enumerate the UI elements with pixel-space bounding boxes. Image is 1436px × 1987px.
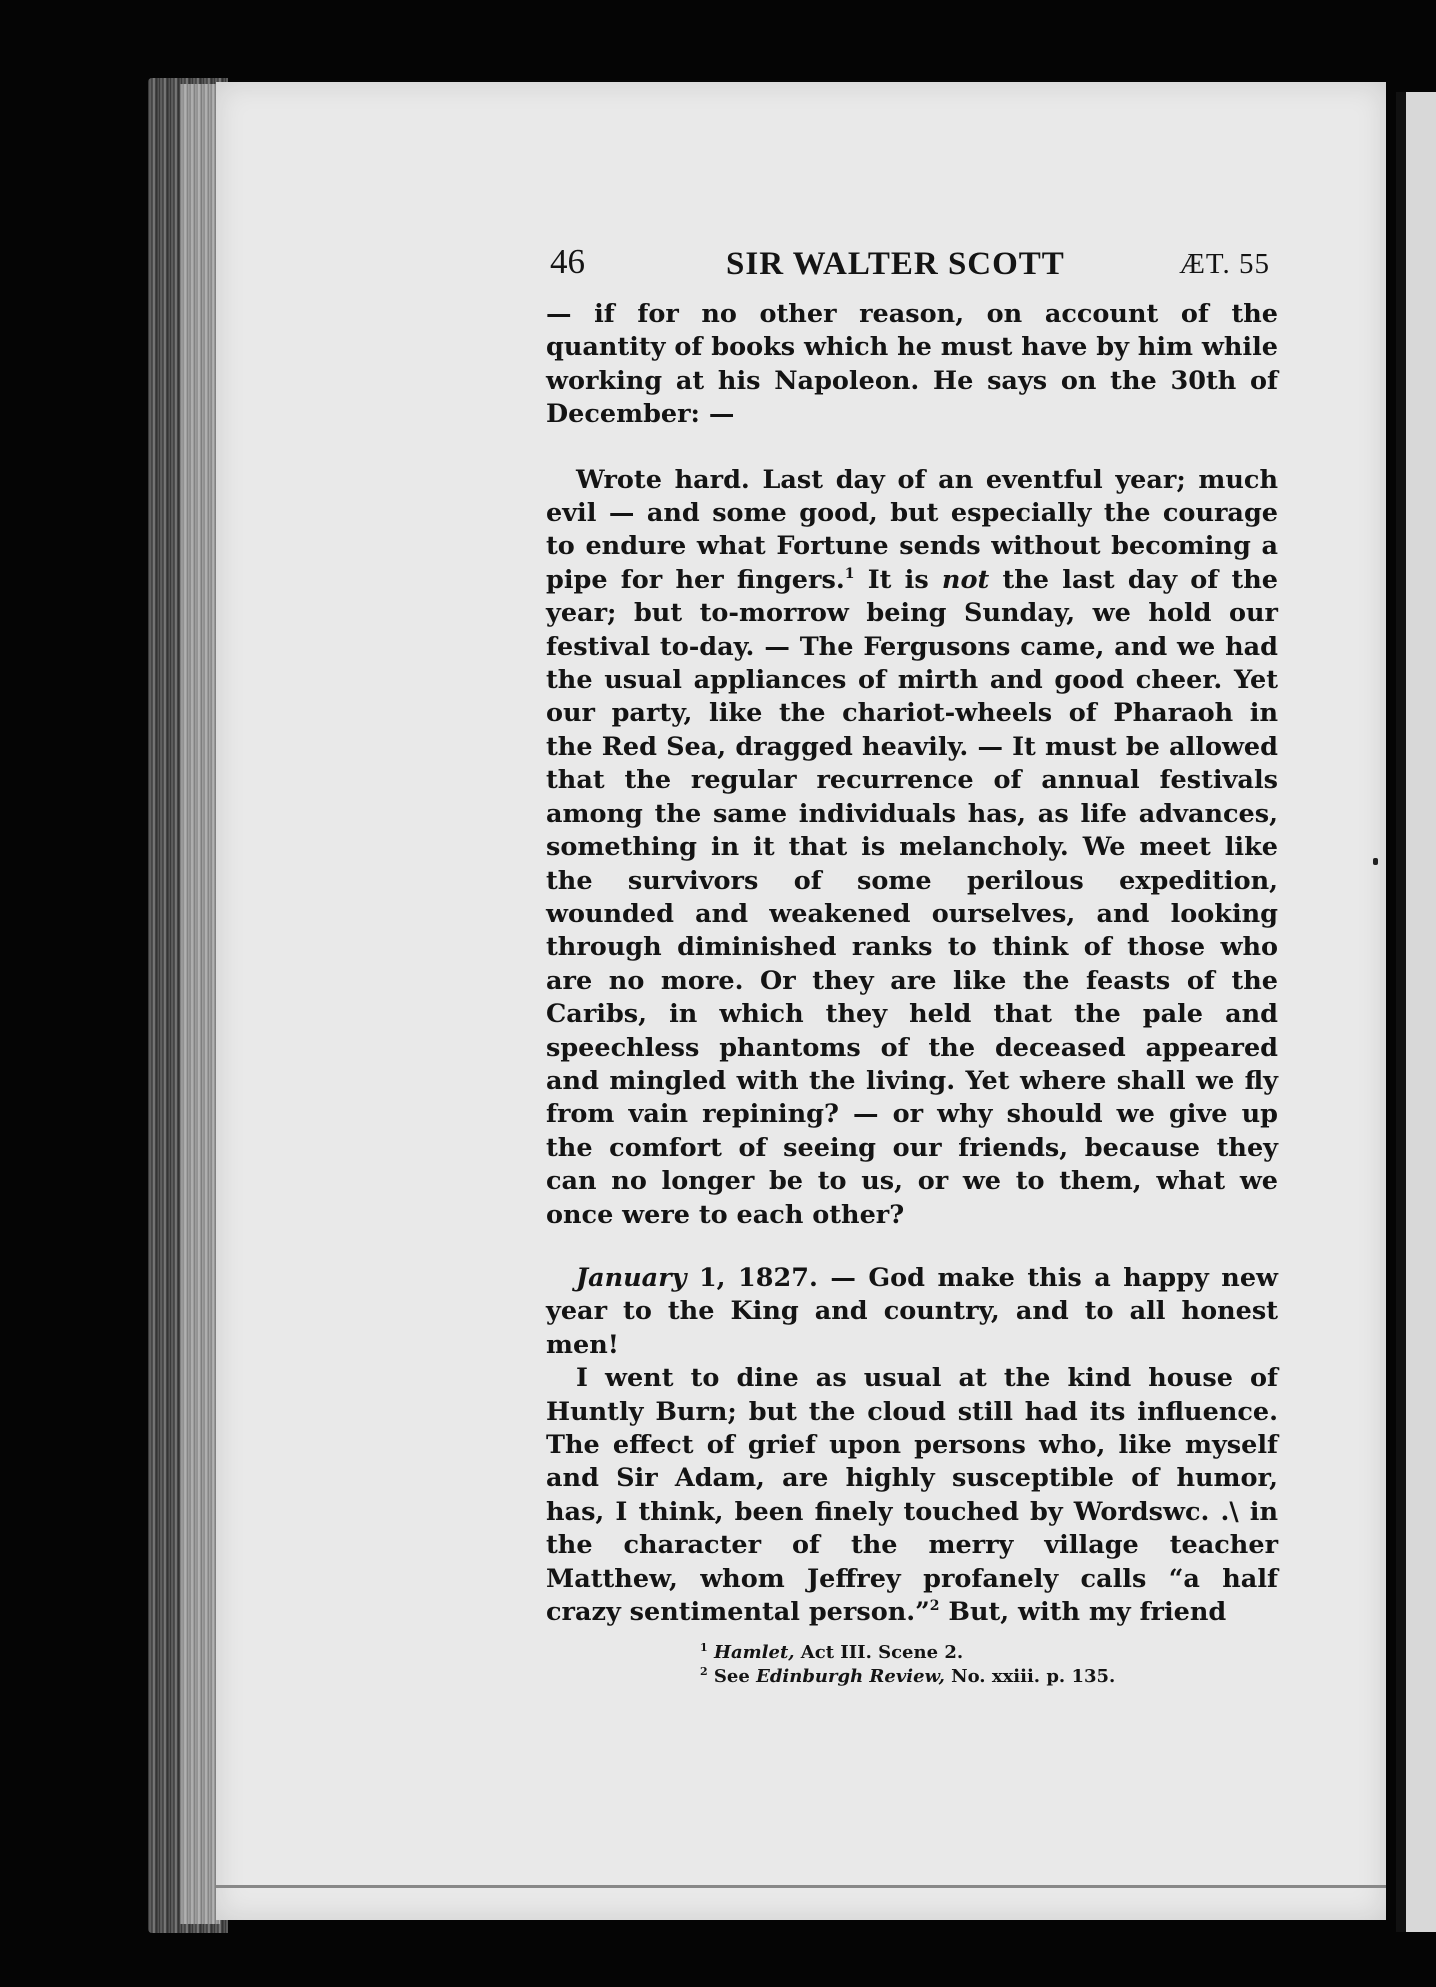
book-page-edges-highlight — [180, 84, 220, 1924]
running-title: SIR WALTER SCOTT — [726, 246, 1065, 282]
page-speck — [1373, 858, 1378, 865]
footnote-ref-1: 1 — [844, 565, 855, 582]
entry-date-month: January — [576, 1262, 687, 1293]
intro-paragraph: — if for no other reason, on account of the quantity of books which he must have by him while working at his Napoleon. He says on the 30th of December: — — [546, 299, 1278, 430]
footnote-ref-2: 2 — [929, 1598, 940, 1615]
journal-text: But, with my friend — [939, 1597, 1227, 1628]
journal-text: I went to dine as usual at the kind house of Huntly Burn; but the cloud still had its influence. The effect of grief upon persons who, like myself and Sir Adam, are highly susceptible of humor, has, I think, been finely touched by Wordswc. .\ in the character of the merry village teacher Matthew, whom Jeffrey profanely calls “a half crazy sentimental person.” — [546, 1363, 1278, 1628]
facing-page-edge — [1396, 92, 1436, 1932]
entry-date-text: 1, 1827. — God make this a happy new year to the King and country, and to all honest men! — [546, 1262, 1278, 1360]
page-number: 46 — [550, 242, 585, 281]
journal-entry-dec-30 — [546, 464, 1278, 1232]
journal-entry-jan-1 — [546, 1262, 1278, 1362]
journal-text: the last day of the year; but to-morrow being Sunday, we hold our festival to-day. — The Fergusons came, and we had the usual appliances of mirth and good cheer. Yet our party, like the chariot-wheels of Pharaoh in the Red Sea, dragged heavily. — It must be allowed that the regular recurrence of annual festivals among the same individuals has, as life advances, something in it that is melancholy. We meet like the survivors of some perilous expedition, wounded and weakened ourselves, and looking through diminished ranks to think of those who are no more. Or they are like the feasts of the Caribs, in which they held that the pale and speechless phantoms of the deceased appeared and mingled with the living. Yet where shall we fly from vain repining? — or why should we give up the comfort of seeing our friends, because they can no longer be to us, or we to them, what we once were to each other? — [546, 564, 1279, 1230]
page-bottom-rule — [216, 1885, 1386, 1888]
page-text-block — [546, 240, 1278, 1689]
running-head — [546, 240, 1278, 298]
journal-entry-huntly-burn — [546, 1362, 1278, 1629]
footnote-1: $^1$ Hamlet, Act III. Scene 2. — [700, 1641, 964, 1664]
footnotes — [700, 1641, 1278, 1689]
emphasis-not: not — [941, 564, 990, 595]
footnote-2: $^2$ See Edinburgh Review, No. xxiii. p. 135. — [700, 1665, 1116, 1688]
journal-text: It is — [854, 564, 942, 595]
journal-text: Wrote hard. Last day of an eventful year; much evil — and some good, but especially the courage to endure what Fortune sends without becoming a pipe for her fingers. — [546, 464, 1278, 595]
age-marker: ÆT. 55 — [1179, 248, 1270, 280]
